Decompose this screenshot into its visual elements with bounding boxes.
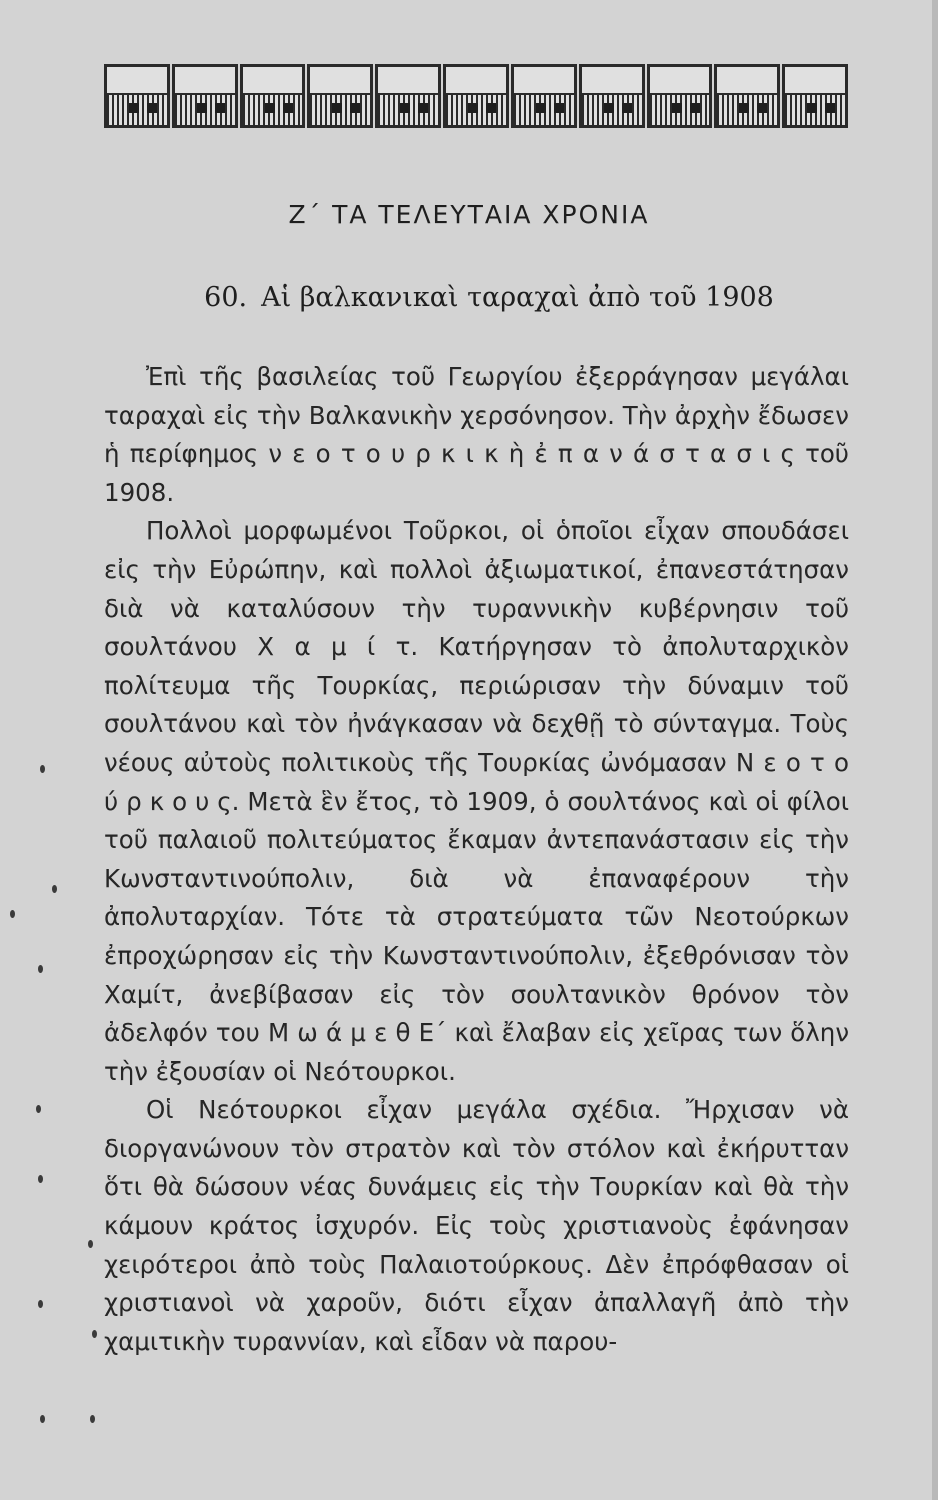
paragraph: Οἱ Νεότουρκοι εἶχαν μεγάλα σχέδια. Ἤρχισαν νὰ διοργανώνουν τὸν στρατὸν καὶ τὸν στόλον καὶ ἐκήρυτταν ὅτι θὰ δώσουν νέας δυνάμεις εἰς τὴν Τουρκίαν καὶ θὰ τὴν κάμουν κράτος ἰσχυρόν. Εἰς τοὺς χριστιανοὺς ἐφάνησαν χειρότεροι ἀπὸ τοὺς Παλαιοτούρκους. Δὲν ἐπρόφθασαν οἱ χριστιανοὶ νὰ χαροῦν, διότι εἶχαν ἀπαλλαγῆ ἀπὸ τὴν χαμιτικὴν τυραννίαν, καὶ εἶδαν νὰ παρου- xyxy=(104,1095,849,1356)
section-title: Αἱ βαλκανικαὶ ταραχαὶ ἀπὸ τοῦ 1908 xyxy=(261,282,774,313)
ornament-block xyxy=(714,64,780,128)
paragraph: Ἐπὶ τῆς βασιλείας τοῦ Γεωργίου ἐξερράγησαν μεγάλαι ταραχαὶ εἰς τὴν Βαλκανικὴν χερσόνησον. Τὴν ἀρχὴν ἔδωσεν ἡ περίφημος ν ε ο τ ο υ ρ κ ι κ ὴ ἐ π α ν ά σ τ α σ ι ς τοῦ 1908. xyxy=(104,362,849,507)
margin-ink-mark xyxy=(38,1300,43,1308)
ornament-block xyxy=(511,64,577,128)
ornament-block xyxy=(172,64,238,128)
decorative-header-border xyxy=(104,64,848,128)
paragraph: Πολλοὶ μορφωμένοι Τοῦρκοι, οἱ ὁποῖοι εἶχαν σπουδάσει εἰς τὴν Εὐρώπην, καὶ πολλοὶ ἀξιωματικοί, ἐπανεστάτησαν διὰ νὰ καταλύσουν τὴν τυραννικὴν κυβέρνησιν τοῦ σουλτάνου Χ α μ ί τ. Κατήργησαν τὸ ἀπολυταρχικὸν πολίτευμα τῆς Τουρκίας, περιώρισαν τὴν δύναμιν τοῦ σουλτάνου καὶ τὸν ἠνάγκασαν νὰ δεχθῇ τὸ σύνταγμα. Τοὺς νέους αὐτοὺς πολιτικοὺς τῆς Τουρκίας ὠνόμασαν Ν ε ο τ ο ύ ρ κ ο υ ς. Μετὰ ἓν ἔτος, τὸ 1909, ὁ σουλτάνος καὶ οἱ φίλοι τοῦ παλαιοῦ πολιτεύματος ἔκαμαν ἀντεπανάστασιν εἰς τὴν Κωνσταντινούπολιν, διὰ νὰ ἐπαναφέρουν τὴν ἀπολυταρχίαν. Τότε τὰ στρατεύματα τῶν Νεοτούρκων ἐπροχώρησαν εἰς τὴν Κωνσταντινούπολιν, ἐξεθρόνισαν τὸν Χαμίτ, ἀνεβίβασαν εἰς τὸν σουλτανικὸν θρόνον τὸν ἀδελφόν του Μ ω ά μ ε θ Ε΄ καὶ ἔλαβαν εἰς χεῖρας των ὅλην τὴν ἐξουσίαν οἱ Νεότουρκοι. xyxy=(104,516,849,1086)
ornament-block xyxy=(579,64,645,128)
margin-ink-mark xyxy=(36,1105,41,1113)
ornament-block xyxy=(375,64,441,128)
margin-ink-mark xyxy=(52,885,57,893)
body-text xyxy=(104,358,849,1361)
ornament-block xyxy=(307,64,373,128)
chapter-heading: Ζ΄ ΤΑ ΤΕΛΕΥΤΑΙΑ ΧΡΟΝΙΑ xyxy=(288,200,650,229)
margin-ink-mark xyxy=(92,1330,97,1338)
section-heading xyxy=(160,282,818,313)
margin-ink-mark xyxy=(90,1415,95,1423)
ornament-block xyxy=(782,64,848,128)
section-number: 60. xyxy=(204,282,248,313)
margin-ink-mark xyxy=(40,1415,45,1423)
margin-ink-mark xyxy=(40,765,45,773)
ornament-block xyxy=(647,64,713,128)
margin-ink-mark xyxy=(88,1240,93,1248)
margin-ink-mark xyxy=(38,1175,43,1183)
ornament-block xyxy=(104,64,170,128)
margin-ink-mark xyxy=(10,910,15,918)
ornament-block xyxy=(443,64,509,128)
margin-ink-mark xyxy=(38,965,43,973)
ornament-block xyxy=(240,64,306,128)
